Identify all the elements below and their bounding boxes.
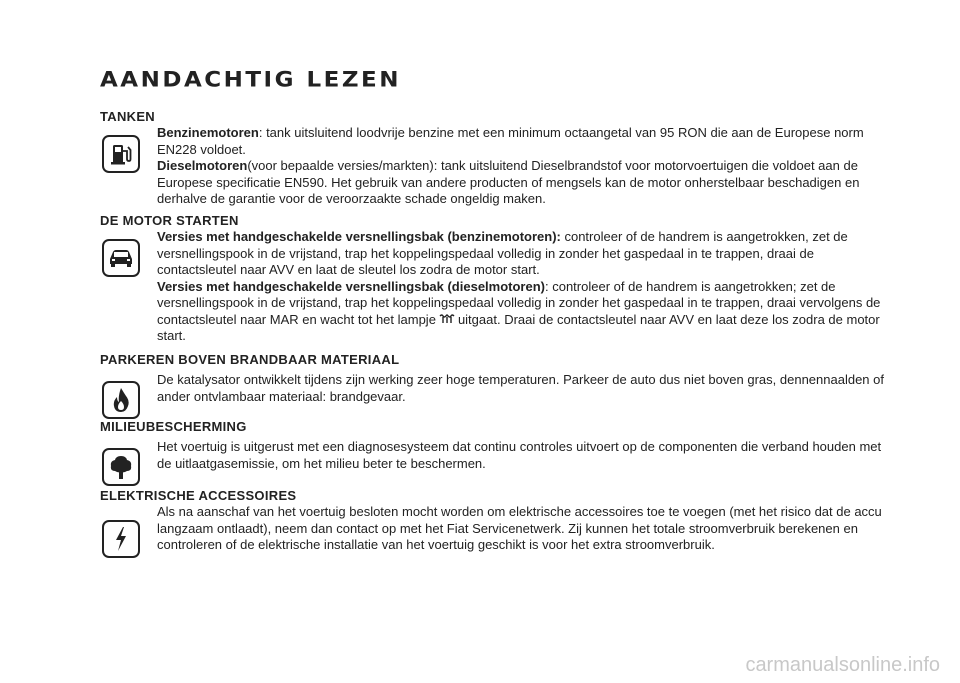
paragraph-parkeren: De katalysator ontwikkelt tijdens zijn werking zeer hoge temperaturen. Parkeer de auto dus niet boven gras, dennennaalden of ander ontvlambaar materiaal: brandgevaar. — [157, 372, 884, 404]
section-heading-motor-starten: DE MOTOR STARTEN — [100, 213, 239, 228]
section-heading-elektrisch: ELEKTRISCHE ACCESSOIRES — [100, 488, 297, 503]
paragraph-diesel — [157, 158, 890, 208]
paragraph-diesel-start — [157, 279, 890, 345]
section-elektrisch — [100, 488, 890, 554]
text-versies-benzine: controleer of de handrem is aangetrokken, zet de versnellingspook in de vrijstand, trap het koppelingspedaal volledig in zonder het gaspedaal in te trappen, draai de contactsleutel naar AVV en laat de sleutel los zodra de motor start. — [157, 229, 848, 277]
section-motor-starten — [100, 213, 890, 345]
paragraph-milieu: Het voertuig is uitgerust met een diagnosesysteem dat continu controles uitvoert op de componenten die verband houden met de uitlaatgasemissie, om het milieu beter te beschermen. — [157, 439, 882, 471]
section-tanken — [100, 109, 890, 208]
section-heading-tanken: TANKEN — [100, 109, 155, 124]
lightning-icon — [102, 520, 140, 558]
text-versies-diesel-b: uitgaat. Draai de contactsleutel naar AVV en laat deze los zodra de motor start. — [157, 311, 880, 344]
watermark: carmanualsonline.info — [745, 654, 940, 676]
text-dieselmotoren: (voor bepaalde versies/markten): tank uitsluitend Dieselbrandstof voor motorvoertuigen die voldoet aan de Europese specificatie EN590. Het gebruik van andere producten of mengsels kan de motor onherstelbaar beschadigen en derhalve de garantie voor de veroorzaakte schade ongeldig maken. — [157, 158, 860, 206]
section-milieu — [100, 419, 890, 472]
label-benzinemotoren: Benzinemotoren — [157, 125, 259, 140]
label-versies-diesel: Versies met handgeschakelde versnellingsbak (dieselmotoren) — [157, 278, 545, 294]
label-dieselmotoren: Dieselmotoren — [157, 158, 248, 173]
label-versies-benzine: Versies met handgeschakelde versnellingsbak (benzinemotoren): — [157, 229, 561, 244]
text-versies-diesel-a: : controleer of de handrem is aangetrokken; zet de versnellingspook in de vrijstand, trap het koppelingspedaal volledig in zonder het gaspedaal in te trappen, draai vervolgens de contactsleutel naar MAR en wacht tot het lampje — [157, 278, 881, 327]
paragraph-benzine — [157, 125, 890, 158]
paragraph-elektrisch: Als na aanschaf van het voertuig besloten mocht worden om elektrische accessoires toe te voegen (met het risico dat de accu langzaam ontlaadt), neem dan contact op met het Fiat Servicenetwerk. Zij kunnen het totale stroomverbruik berekenen en controleren of de elektrische installatie van het voertuig geschikt is voor het extra stroomverbruik. — [157, 504, 882, 552]
tree-icon — [102, 448, 140, 486]
text-benzinemotoren: : tank uitsluitend loodvrije benzine met een minimum octaangetal van 95 RON die aan de Europese norm EN228 voldoet. — [157, 125, 864, 157]
glow-plug-icon — [439, 312, 455, 329]
section-parkeren — [100, 352, 890, 405]
fuel-pump-icon — [102, 135, 140, 173]
flame-icon — [102, 381, 140, 419]
car-icon — [102, 239, 140, 277]
section-heading-parkeren: PARKEREN BOVEN BRANDBAAR MATERIAAL — [100, 352, 400, 367]
section-heading-milieu: MILIEUBESCHERMING — [100, 419, 247, 434]
paragraph-benzine-start — [157, 229, 890, 279]
page-title: AANDACHTIG LEZEN — [100, 68, 402, 92]
